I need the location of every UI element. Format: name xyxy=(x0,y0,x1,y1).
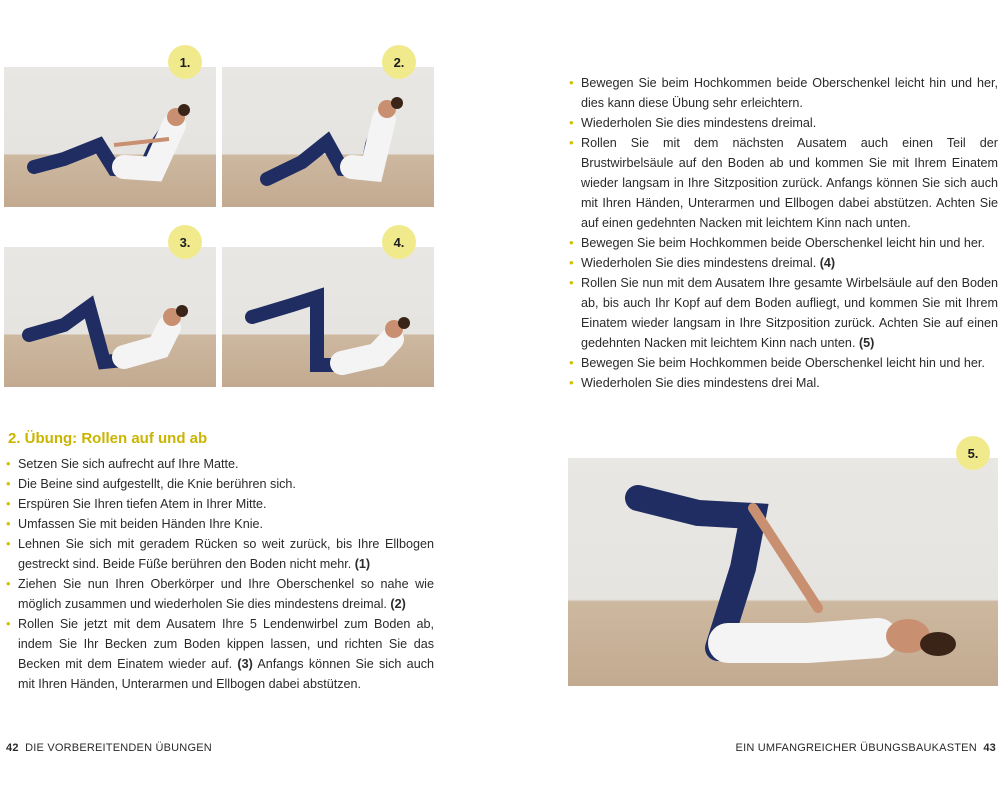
photo-number-label-3: 3. xyxy=(179,234,191,250)
right-running-title: EIN UMFANGREICHER ÜBUNGSBAUKASTEN xyxy=(735,742,977,754)
list-item: • Umfassen Sie mit beiden Händen Ihre Knie. xyxy=(6,514,434,534)
right-page-footer xyxy=(736,742,996,754)
list-item: • Rollen Sie nun mit dem Ausatem Ihre gesamte Wirbelsäule auf den Boden ab, bis auch Ihr Kopf auf dem Boden aufliegt, und kommen Sie mit Ihrem Einatem wieder langsam in Ihre Sitzposition zurück. Achten Sie auf einen gedehnten Nacken mit leichtem Kinn nach unten. (5) xyxy=(569,273,998,353)
list-item: • Wiederholen Sie dies mindestens drei Mal. xyxy=(569,373,998,393)
photo-number-label-5: 5. xyxy=(967,445,979,461)
photo-number-badge-3 xyxy=(168,225,202,259)
list-item: • Bewegen Sie beim Hochkommen beide Oberschenkel leicht hin und her. xyxy=(569,233,998,253)
left-instruction-list xyxy=(6,454,434,694)
photo-number-label-1: 1. xyxy=(179,54,191,70)
photo-number-badge-5 xyxy=(956,436,990,470)
list-item: • Lehnen Sie sich mit geradem Rücken so weit zurück, bis Ihre Ellbogen gestreckt sind. Beide Füße berühren den Boden nicht mehr. (1) xyxy=(6,534,434,574)
woman-tucked-pose-illustration xyxy=(222,67,434,207)
left-page-number: 42 xyxy=(6,742,19,754)
exercise-heading: 2. Übung: Rollen auf und ab xyxy=(8,430,208,447)
list-item: • Rollen Sie mit dem nächsten Ausatem auch einen Teil der Brustwirbelsäule auf den Boden ab und kommen Sie mit Ihrem Einatem wieder langsam in Ihre Sitzposition zurück. Anfangs können Sie sich auch mit Ihren Händen, Unterarmen und Ellbogen dabei abstützen. Achten Sie auf einen gedehnten Nacken mit leichtem Kinn nach unten. xyxy=(569,133,998,233)
photo-number-badge-2 xyxy=(382,45,416,79)
exercise-photo-3 xyxy=(4,247,216,387)
photo-number-label-4: 4. xyxy=(393,234,405,250)
woman-lying-knees-to-chest-illustration xyxy=(568,458,998,686)
right-instruction-list xyxy=(569,73,998,393)
exercise-photo-4 xyxy=(222,247,434,387)
list-item: • Wiederholen Sie dies mindestens dreimal. xyxy=(569,113,998,133)
woman-roll-down-deep-illustration xyxy=(222,247,434,387)
list-item: • Rollen Sie jetzt mit dem Ausatem Ihre 5 Lendenwirbel zum Boden ab, indem Sie Ihr Becken zum Boden kippen lassen, und richten Sie das Becken mit dem Einatem wieder auf. (3) Anfangs können Sie sich auch mit Ihren Händen, Unterarmen und Ellbogen dabei abstützen. xyxy=(6,614,434,694)
woman-boat-pose-illustration xyxy=(4,67,216,207)
list-item: • Setzen Sie sich aufrecht auf Ihre Matte. xyxy=(6,454,434,474)
left-page-footer xyxy=(6,742,212,754)
exercise-photo-2 xyxy=(222,67,434,207)
left-running-title: DIE VORBEREITENDEN ÜBUNGEN xyxy=(25,742,212,754)
list-item: • Bewegen Sie beim Hochkommen beide Oberschenkel leicht hin und her. xyxy=(569,353,998,373)
list-item: • Erspüren Sie Ihren tiefen Atem in Ihrer Mitte. xyxy=(6,494,434,514)
photo-number-label-2: 2. xyxy=(393,54,405,70)
list-item: • Bewegen Sie beim Hochkommen beide Oberschenkel leicht hin und her, dies kann diese Übung sehr erleichtern. xyxy=(569,73,998,113)
list-item: • Die Beine sind aufgestellt, die Knie berühren sich. xyxy=(6,474,434,494)
list-item: • Wiederholen Sie dies mindestens dreimal. (4) xyxy=(569,253,998,273)
exercise-photo-5 xyxy=(568,458,998,686)
photo-number-badge-4 xyxy=(382,225,416,259)
list-item: • Ziehen Sie nun Ihren Oberkörper und Ihre Oberschenkel so nahe wie möglich zusammen und wiederholen Sie dies mindestens dreimal. (2) xyxy=(6,574,434,614)
right-page-number: 43 xyxy=(983,742,996,754)
photo-number-badge-1 xyxy=(168,45,202,79)
woman-roll-down-illustration xyxy=(4,247,216,387)
exercise-photo-1 xyxy=(4,67,216,207)
